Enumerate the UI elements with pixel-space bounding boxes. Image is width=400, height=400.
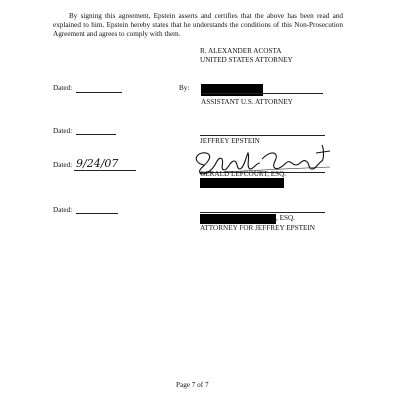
us-attorney-name: R. ALEXANDER ACOSTA — [200, 47, 282, 55]
redaction-box-2 — [200, 178, 284, 188]
by-label: By: — [179, 84, 190, 92]
date-line-2 — [76, 134, 116, 135]
jeffrey-epstein-title: JEFFREY EPSTEIN — [200, 137, 260, 145]
date-line-3 — [74, 170, 136, 171]
attorney-for-epstein-title: ATTORNEY FOR JEFFREY EPSTEIN — [200, 224, 315, 232]
signature-line-1 — [201, 93, 323, 94]
date-line-4 — [76, 213, 118, 214]
dated-label-2: Dated: — [53, 127, 73, 135]
dated-label-4: Dated: — [53, 206, 73, 214]
handwritten-date: 9/24/07 — [76, 157, 119, 170]
agreement-paragraph: By signing this agreement, Epstein asserts and certifies that the above has been read and explained to him. Epstein hereby states that he understands the conditions of this Non-Prosecution Agreement and agrees to comply with them. — [53, 12, 343, 38]
redaction-box-1 — [201, 84, 263, 96]
signature-line-2 — [200, 135, 325, 136]
dated-label-1: Dated: — [53, 84, 73, 92]
gerald-lefcourt-title: GERALD LEFCOURT, ESQ. — [200, 170, 287, 178]
signature-line-4 — [200, 212, 325, 213]
date-line-1 — [76, 92, 122, 93]
dated-label-3: Dated: — [53, 161, 73, 169]
page-number: Page 7 of 7 — [176, 381, 209, 389]
us-attorney-title: UNITED STATES ATTORNEY — [200, 56, 293, 64]
esq-suffix: , ESQ. — [276, 214, 295, 222]
assistant-us-attorney-title: ASSISTANT U.S. ATTORNEY — [201, 98, 293, 106]
redaction-box-3 — [200, 214, 276, 224]
